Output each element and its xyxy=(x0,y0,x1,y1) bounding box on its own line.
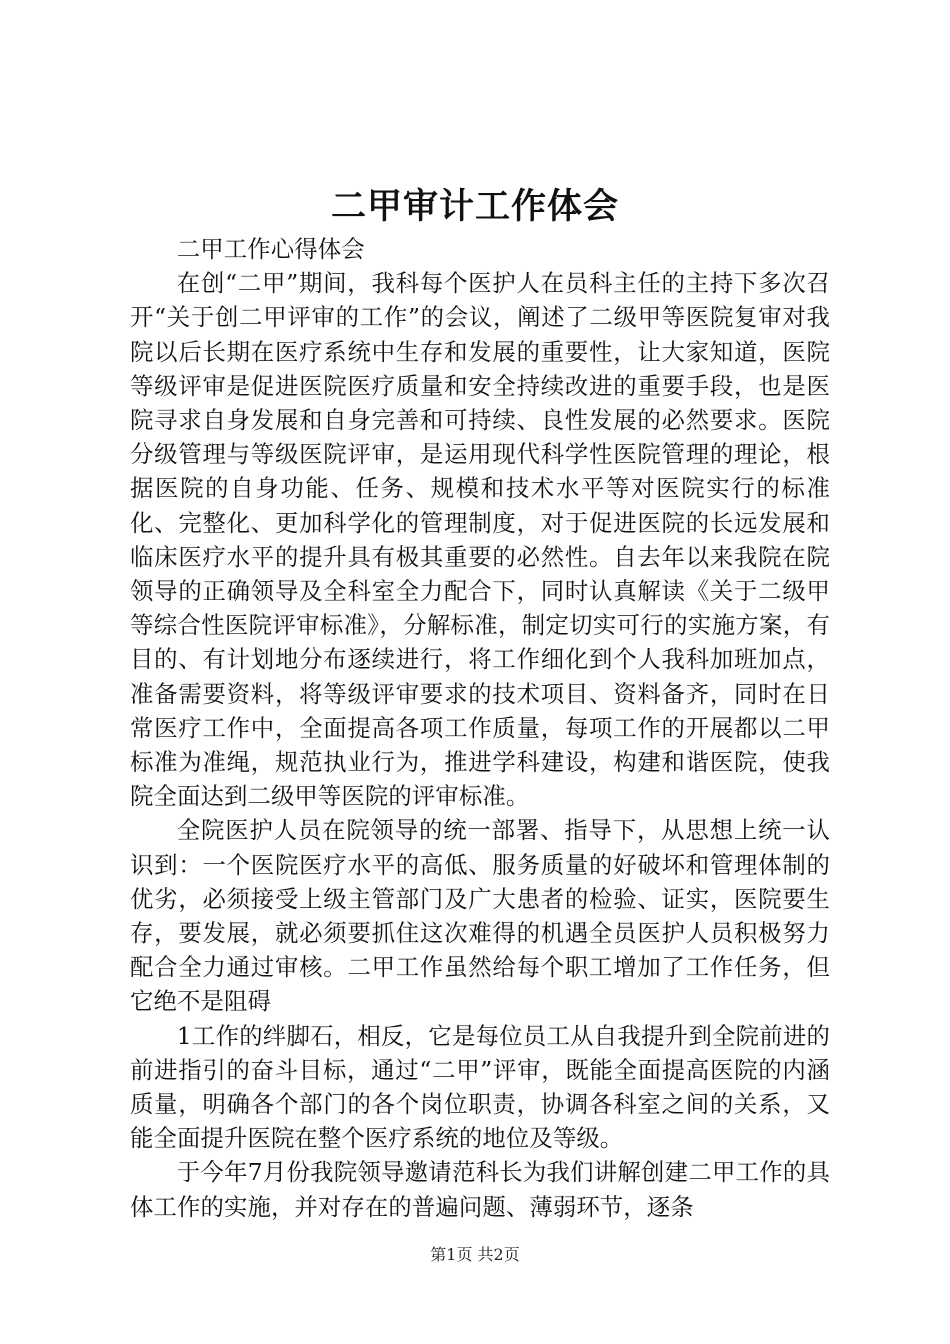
page-number-footer: 第1页 共2页 xyxy=(430,1245,520,1264)
paragraph: 1工作的绊脚石，相反，它是每位员工从自我提升到全院前进的前进指引的奋斗目标，通过“二甲”评审，既能全面提高医院的内涵质量，明确各个部门的各个岗位职责，协调各科室之间的关系，又能全面提升医院在整个医疗系统的地位及等级。 xyxy=(130,1021,830,1153)
document-title: 二甲审计工作体会 xyxy=(330,186,619,227)
document-body xyxy=(130,232,830,1224)
paragraph: 全院医护人员在院领导的统一部署、指导下，从思想上统一认识到：一个医院医疗水平的高低、服务质量的好破坏和管理体制的优劣，必须接受上级主管部门及广大患者的检验、证实，医院要生存，要发展，就必须要抓住这次难得的机遇全员医护人员积极努力配合全力通过审核。二甲工作虽然给每个职工增加了工作任务，但它绝不是阻碍 xyxy=(130,816,830,1016)
paragraph-subtitle: 二甲工作心得体会 xyxy=(176,235,365,263)
paragraph: 在创“二甲”期间，我科每个医护人在员科主任的主持下多次召开“关于创二甲评审的工作”的会议，阐述了二级甲等医院复审对我院以后长期在医疗系统中生存和发展的重要性，让大家知道，医院等级评审是促进医院医疗质量和安全持续改进的重要手段，也是医院寻求自身发展和自身完善和可持续、良性发展的必然要求。医院分级管理与等级医院评审，是运用现代科学性医院管理的理论，根据医院的自身功能、任务、规模和技术水平等对医院实行的标准化、完整化、更加科学化的管理制度，对于促进医院的长远发展和临床医疗水平的提升具有极其重要的必然性。自去年以来我院在院领导的正确领导及全科室全力配合下，同时认真解读《关于二级甲等综合性医院评审标准》，分解标准，制定切实可行的实施方案，有目的、有计划地分布逐续进行，将工作细化到个人我科加班加点，准备需要资料，将等级评审要求的技术项目、资料备齐，同时在日常医疗工作中，全面提高各项工作质量，每项工作的开展都以二甲标准为准绳，规范执业行为，推进学科建设，构建和谐医院，使我院全面达到二级甲等医院的评审标准。 xyxy=(130,269,830,811)
paragraph: 于今年7月份我院领导邀请范科长为我们讲解创建二甲工作的具体工作的实施，并对存在的普遍问题、薄弱环节，逐条 xyxy=(130,1158,830,1221)
